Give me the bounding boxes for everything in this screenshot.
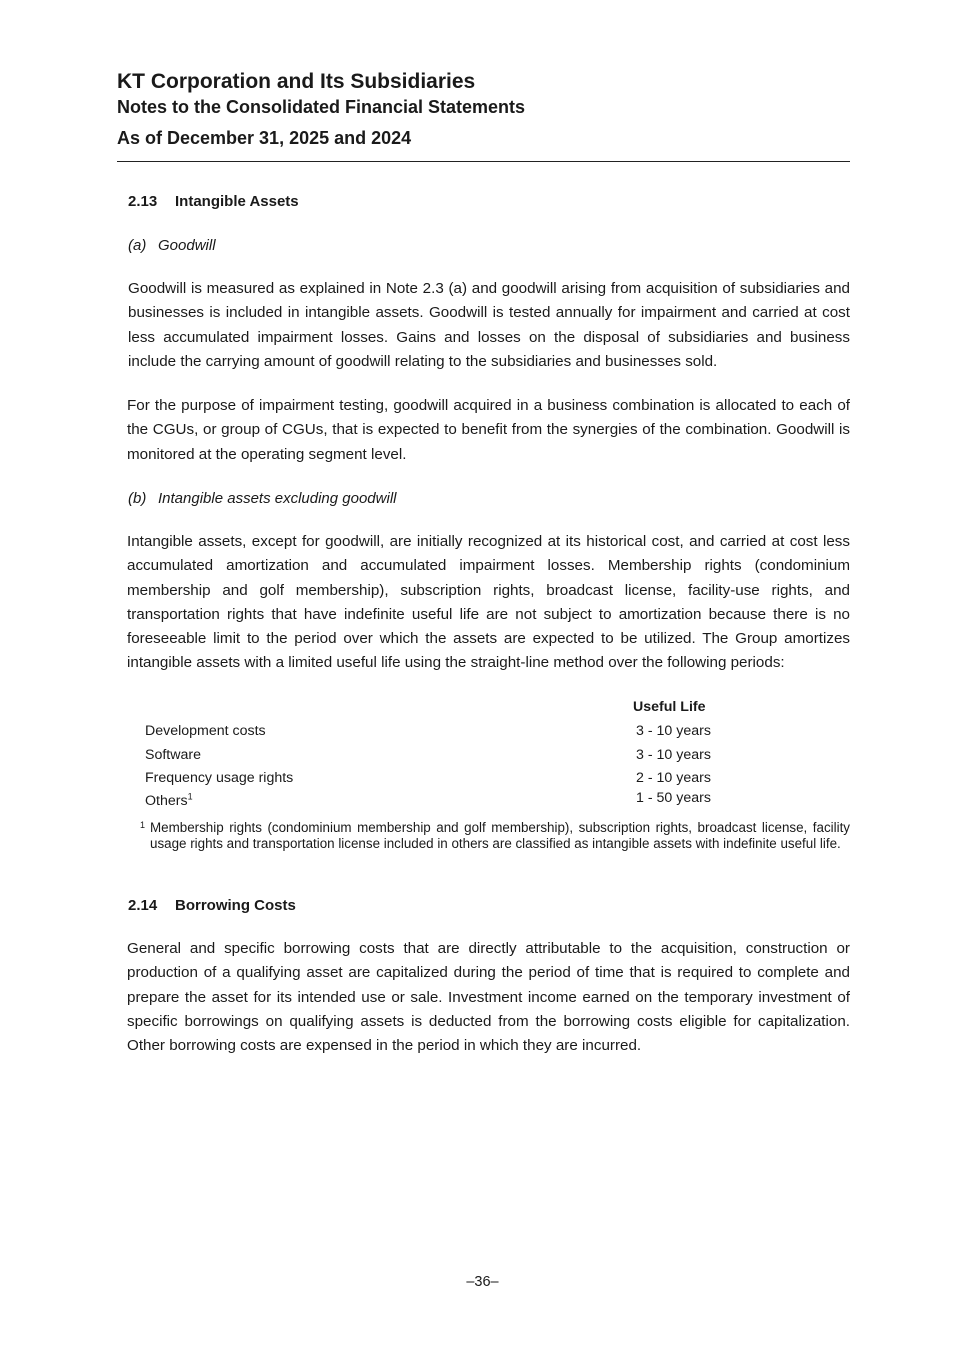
footnote-reference: 1 bbox=[187, 791, 193, 802]
paragraph-goodwill-impairment: For the purpose of impairment testing, goodwill acquired in a business combination is allocated to each of the CGUs, or group of CGUs, that is expected to benefit from the synergies of the combination. Goodwill is monitored at the operating segment level. bbox=[127, 397, 850, 463]
paragraph-borrowing-costs: General and specific borrowing costs that are directly attributable to the acquisition, construction or production of a qualifying asset are capitalized during the period of time that is required to complete and prepare the asset for its intended use or sale. Investment income earned on the temporary investment of specific borrowings on qualifying assets is deducted from the borrowing costs eligible for capitalization. Other borrowing costs are expensed in the period in which they are incurred. bbox=[127, 940, 850, 1055]
subheading-goodwill bbox=[128, 237, 216, 254]
company-name: KT Corporation and Its Subsidiaries bbox=[117, 70, 476, 93]
row-label bbox=[145, 793, 193, 809]
subheading-label: (b) bbox=[128, 490, 147, 507]
section-title: Intangible Assets bbox=[175, 193, 299, 210]
subheading-title: Intangible assets excluding goodwill bbox=[158, 490, 397, 507]
row-label-text: Others bbox=[145, 793, 188, 809]
report-date: As of December 31, 2025 and 2024 bbox=[117, 128, 412, 148]
footnote-text: Membership rights (condominium membership and golf membership), subscription rights, broadcast license, facility usage rights and transportation license included in others are classified as intangible assets with indefinite useful life. bbox=[150, 820, 850, 852]
row-label: Development costs bbox=[145, 723, 266, 739]
table-header: Useful Life bbox=[633, 699, 706, 715]
row-label: Frequency usage rights bbox=[145, 770, 294, 786]
table-row bbox=[145, 747, 850, 769]
section-title: Borrowing Costs bbox=[175, 897, 296, 914]
document-header bbox=[117, 68, 850, 149]
page-number: –36– bbox=[466, 1274, 499, 1290]
table-row bbox=[145, 770, 850, 792]
section-number: 2.14 bbox=[128, 897, 158, 914]
footnote bbox=[140, 820, 850, 853]
paragraph-intangible-assets: Intangible assets, except for goodwill, are initially recognized at its historical cost, and carried at cost less accumulated amortization and accumulated impairment losses. Membership rights (condominium membership and golf membership), subscription rights, broadcast license, facility-use rights, and transportation rights that have indefinite useful life are not subject to amortization because there is no foreseeable limit to the period over which the assets are expected to be utilized. The Group amortizes intangible assets with a limited useful life using the straight-line method over the following periods: bbox=[127, 533, 850, 672]
table-row bbox=[145, 723, 850, 745]
row-value: 2 - 10 years bbox=[636, 770, 711, 786]
row-value: 3 - 10 years bbox=[636, 723, 711, 739]
row-value: 1 - 50 years bbox=[636, 790, 711, 806]
section-heading-2-14 bbox=[128, 897, 296, 914]
subheading-label: (a) bbox=[128, 237, 147, 254]
header-divider bbox=[117, 161, 850, 162]
subheading-intangible-assets bbox=[128, 490, 396, 507]
document-title: Notes to the Consolidated Financial Statements bbox=[117, 97, 526, 117]
row-label: Software bbox=[145, 747, 201, 763]
footnote-mark: 1 bbox=[140, 820, 146, 830]
paragraph-goodwill-measurement: Goodwill is measured as explained in Note 2.3 (a) and goodwill arising from acquisition of subsidiaries and businesses is included in intangible assets. Goodwill is tested annually for impairment and carried at cost less accumulated impairment losses. Gains and losses on the disposal of subsidiaries and business include the carrying amount of goodwill relating to the subsidiaries and businesses sold. bbox=[128, 280, 850, 370]
section-heading-2-13 bbox=[128, 193, 299, 210]
table-row bbox=[145, 790, 850, 815]
section-number: 2.13 bbox=[128, 193, 158, 210]
row-value: 3 - 10 years bbox=[636, 747, 711, 763]
subheading-title: Goodwill bbox=[158, 237, 216, 254]
